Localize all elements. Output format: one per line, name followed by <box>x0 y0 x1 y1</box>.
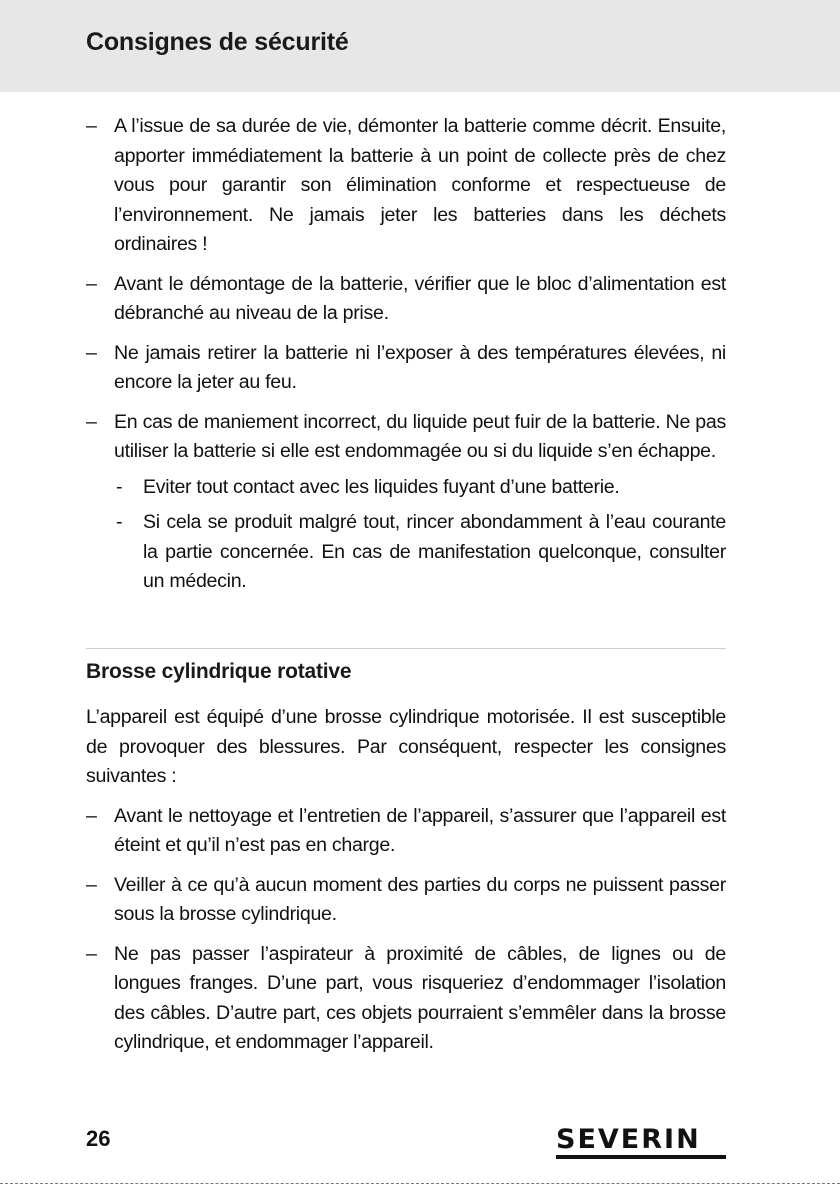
list-item-text: En cas de maniement incorrect, du liquide peut fuir de la batterie. Ne pas utiliser la batterie si elle est endommagée ou si du liquide s’en échappe. <box>114 410 726 462</box>
section-body <box>86 703 726 1068</box>
list-item <box>86 339 726 398</box>
safety-list <box>86 112 726 603</box>
list-item-text: Ne jamais retirer la batterie ni l’exposer à des températures élevées, ni encore la jeter au feu. <box>114 341 726 393</box>
brand-name: SEVERIN <box>556 1124 701 1155</box>
section-title: Brosse cylindrique rotative <box>86 660 352 683</box>
bullet-dash: – <box>86 942 97 965</box>
list-item <box>86 408 726 467</box>
sub-list-item-text: Eviter tout contact avec les liquides fuyant d’une batterie. <box>143 475 620 498</box>
severin-logo <box>556 1125 726 1161</box>
section-divider <box>86 648 726 649</box>
bullet-dash: – <box>86 341 97 364</box>
bullet-dash: – <box>86 804 97 827</box>
list-item-text: Veiller à ce qu’à aucun moment des parties du corps ne puissent passer sous la brosse cylindrique. <box>114 873 726 925</box>
list-item-text: Ne pas passer l’aspirateur à proximité de câbles, de lignes ou de longues franges. D’une part, vous risqueriez d’endommager l’isolation des câbles. D’autre part, ces objets pourraient s’emmêler dans la brosse cylindrique, et endommager l’appareil. <box>114 942 726 1053</box>
sub-list-item <box>86 473 726 503</box>
list-item <box>86 871 726 930</box>
list-item-text: A l’issue de sa durée de vie, démonter la batterie comme décrit. Ensuite, apporter immédiatement la batterie à un point de collecte près de chez vous pour garantir son élimination conforme et respectueuse de l’environnement. Ne jamais jeter les batteries dans les déchets ordinaires ! <box>114 115 726 255</box>
list-item <box>86 270 726 329</box>
sub-bullet-dash: - <box>116 475 123 498</box>
page-title: Consignes de sécurité <box>86 28 349 56</box>
sub-bullet-dash: - <box>116 511 123 533</box>
list-item <box>86 802 726 861</box>
list-item-text: Avant le nettoyage et l’entretien de l’appareil, s’assurer que l’appareil est éteint et qu’il n’est pas en charge. <box>114 804 726 856</box>
bullet-dash: – <box>86 410 97 433</box>
page-number: 26 <box>86 1126 111 1151</box>
sub-list-item <box>86 508 726 597</box>
bullet-dash: – <box>86 272 97 295</box>
logo-underline <box>556 1155 726 1159</box>
list-item-text: Avant le démontage de la batterie, vérifier que le bloc d’alimentation est débranché au niveau de la prise. <box>114 272 726 324</box>
section-intro: L’appareil est équipé d’une brosse cylindrique motorisée. Il est susceptible de provoquer des blessures. Par conséquent, respecter les consignes suivantes : <box>86 706 726 787</box>
sub-list-item-text: Si cela se produit malgré tout, rincer abondamment à l’eau courante la partie concernée. En cas de manifestation quelconque, consulter un médecin. <box>143 511 726 592</box>
list-item <box>86 112 726 260</box>
bullet-dash: – <box>86 115 97 137</box>
bullet-dash: – <box>86 873 97 896</box>
page-edge-line <box>0 1183 840 1184</box>
list-item <box>86 940 726 1058</box>
